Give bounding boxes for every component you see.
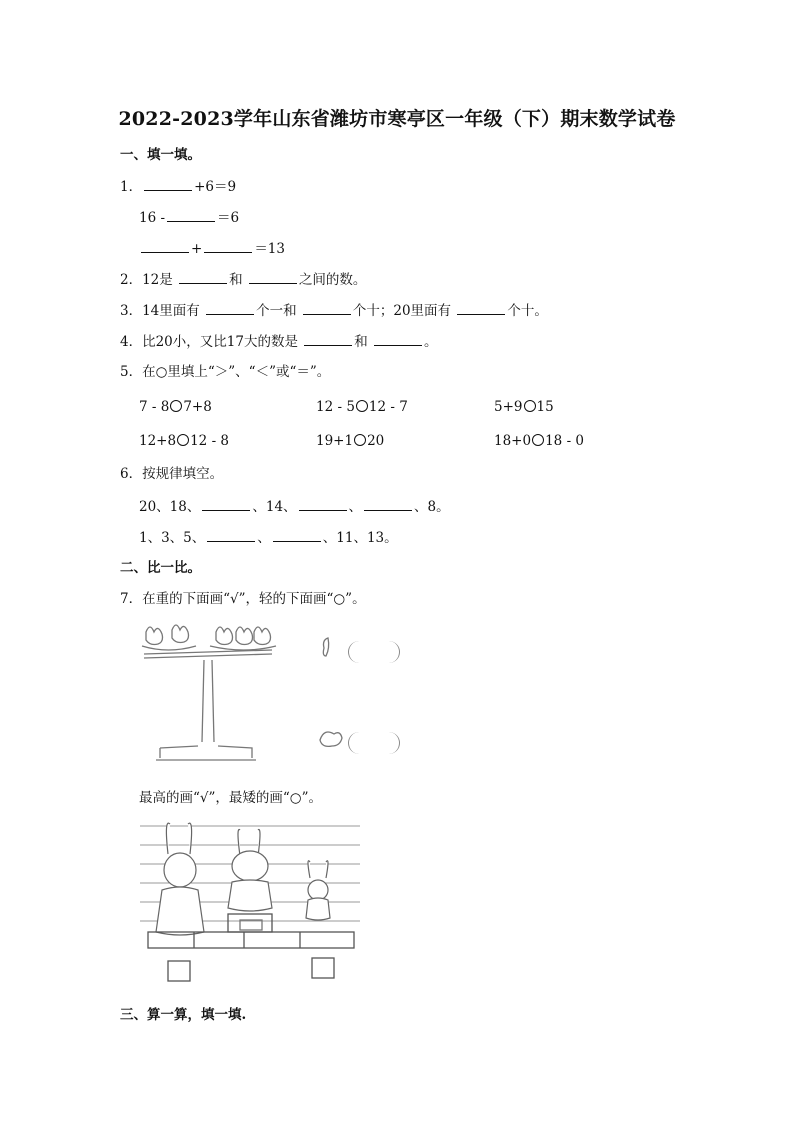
compare-item-1: 7 - 8 7+8: [139, 399, 212, 415]
answer-box[interactable]: [168, 961, 190, 981]
question-number: 1．: [120, 179, 143, 195]
question-7-part-2: 最高的画“√”，最矮的画“○”。: [139, 790, 322, 806]
answer-blank[interactable]: [304, 332, 352, 346]
compare-circle[interactable]: [354, 434, 366, 446]
question-3: 3．14里面有 个一和 个十；20里面有 个十。: [120, 303, 548, 319]
pattern-row-2: 1、3、5、 、 、11、13。: [139, 530, 398, 546]
question-5: 5．在○里填上“＞”、“＜”或“＝”。: [120, 364, 331, 380]
section-heading-3: 三、算一算，填一填.: [120, 1007, 247, 1023]
answer-blank[interactable]: [374, 332, 422, 346]
compare-item-5: 19+1 20: [316, 433, 385, 449]
question-1-b: 16 - ＝6: [139, 210, 240, 226]
answer-blank[interactable]: [364, 497, 412, 511]
answer-blank[interactable]: [249, 270, 297, 284]
compare-circle[interactable]: [532, 434, 544, 446]
pattern-row-1: 20、18、 、14、 、 、8。: [139, 499, 450, 515]
answer-blank[interactable]: [179, 270, 227, 284]
compare-item-3: 5+9 15: [494, 399, 554, 415]
answer-parentheses[interactable]: [348, 641, 400, 663]
question-4: 4．比20小，又比17大的数是 和 。: [120, 334, 438, 350]
answer-parentheses[interactable]: [348, 732, 400, 754]
question-7: 7．在重的下面画“√”，轻的下面画“○”。: [120, 591, 366, 607]
page-title: 2022-2023学年山东省潍坊市寒亭区一年级（下）期末数学试卷: [118, 108, 676, 130]
compare-circle[interactable]: [170, 400, 182, 412]
compare-item-6: 18+0 18 - 0: [494, 433, 585, 449]
section-heading-1: 一、填一填。: [120, 147, 201, 163]
answer-blank[interactable]: [206, 301, 254, 315]
question-2: 2．12是 和 之间的数。: [120, 272, 367, 288]
answer-blank[interactable]: [299, 497, 347, 511]
compare-circle[interactable]: [177, 434, 189, 446]
answer-blank[interactable]: [457, 301, 505, 315]
answer-blank[interactable]: [167, 208, 215, 222]
section-heading-2: 二、比一比。: [120, 560, 201, 576]
compare-item-4: 12+8 12 - 8: [139, 433, 230, 449]
answer-blank[interactable]: [141, 239, 189, 253]
compare-circle[interactable]: [524, 400, 536, 412]
rabbits-height-illustration: [140, 820, 365, 985]
answer-box[interactable]: [312, 958, 334, 978]
question-1-c: + ＝13: [139, 239, 285, 258]
compare-circle[interactable]: [356, 400, 368, 412]
compare-item-2: 12 - 5 12 - 7: [316, 399, 408, 415]
question-1-a: 1． +6＝9: [120, 179, 237, 195]
answer-blank[interactable]: [207, 528, 255, 542]
answer-blank[interactable]: [273, 528, 321, 542]
answer-blank[interactable]: [202, 497, 250, 511]
answer-blank[interactable]: [144, 177, 192, 191]
answer-blank[interactable]: [204, 239, 252, 253]
answer-blank[interactable]: [303, 301, 351, 315]
question-6: 6．按规律填空。: [120, 466, 224, 482]
